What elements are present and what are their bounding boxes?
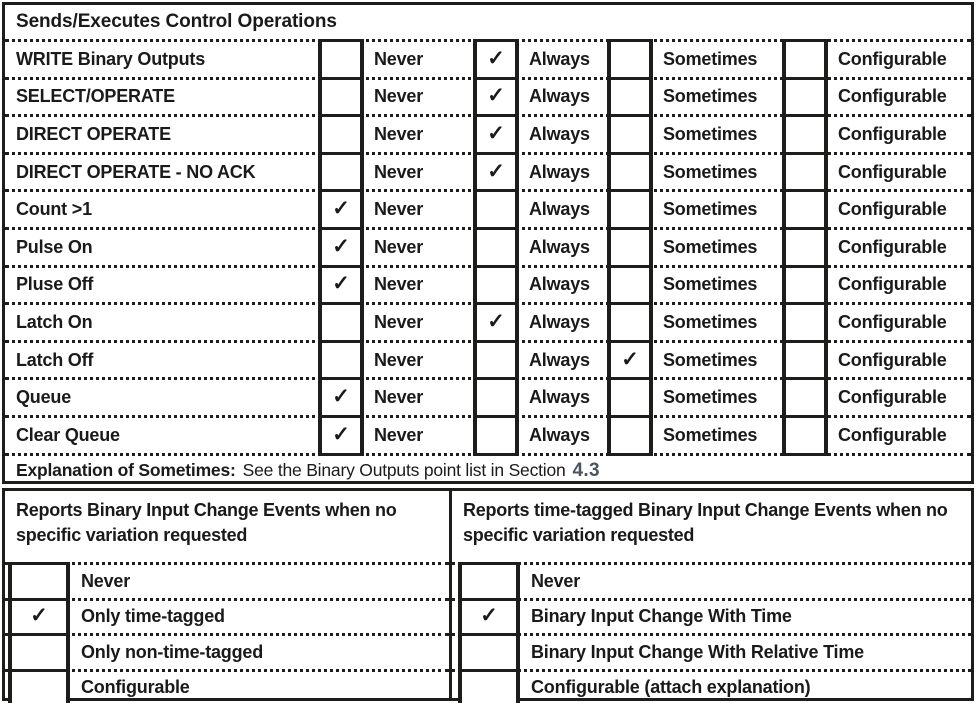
option-label-configurable: Configurable — [838, 274, 947, 295]
table-row — [5, 114, 971, 152]
check-icon: ✓ — [487, 84, 505, 108]
checkbox-configurable[interactable] — [782, 114, 828, 152]
row-label: Clear Queue — [16, 424, 120, 445]
option-label-always: Always — [529, 123, 590, 144]
binary-input-change-events-table — [2, 488, 974, 701]
checkbox-always[interactable] — [473, 39, 519, 77]
option-label-configurable: Configurable — [838, 161, 947, 182]
explanation-section-value: 4.3 — [572, 459, 600, 481]
checkbox-configurable[interactable] — [782, 189, 828, 227]
explanation-text: See the Binary Outputs point list in Section — [242, 460, 566, 481]
checkbox-left-3[interactable] — [8, 669, 70, 703]
check-icon: ✓ — [332, 197, 350, 221]
checkbox-sometimes[interactable] — [607, 152, 653, 190]
control-operations-rows — [5, 39, 971, 453]
option-label-always: Always — [529, 349, 590, 370]
option-label-always: Always — [529, 274, 590, 295]
row-label: DIRECT OPERATE — [16, 123, 171, 144]
list-item — [5, 669, 449, 703]
option-label-configurable: Configurable — [838, 349, 947, 370]
checkbox-configurable[interactable] — [782, 340, 828, 378]
checkbox-always[interactable] — [473, 189, 519, 227]
check-icon: ✓ — [332, 385, 350, 409]
check-icon: ✓ — [30, 604, 48, 628]
list-item — [452, 562, 971, 598]
checkbox-left-1[interactable] — [8, 598, 70, 634]
list-item — [5, 633, 449, 669]
option-label-configurable: Configurable — [838, 311, 947, 332]
option-label-sometimes: Sometimes — [663, 199, 758, 220]
table-row — [5, 39, 971, 77]
option-label: Never — [531, 570, 581, 591]
option-label: Never — [81, 570, 131, 591]
option-label-never: Never — [374, 311, 424, 332]
checkbox-always[interactable] — [473, 227, 519, 265]
row-label: DIRECT OPERATE - NO ACK — [16, 161, 256, 182]
binary-input-change-events-section — [5, 491, 449, 698]
option-label-sometimes: Sometimes — [663, 349, 758, 370]
option-label-always: Always — [529, 236, 590, 257]
checkbox-always[interactable] — [473, 340, 519, 378]
option-label-never: Never — [374, 236, 424, 257]
option-label-always: Always — [529, 161, 590, 182]
check-icon: ✓ — [332, 422, 350, 446]
control-operations-title: Sends/Executes Control Operations — [16, 11, 337, 32]
row-label: Queue — [16, 387, 72, 408]
row-label: SELECT/OPERATE — [16, 86, 175, 107]
checkbox-sometimes[interactable] — [607, 340, 653, 378]
option-label-sometimes: Sometimes — [663, 424, 758, 445]
checkbox-configurable[interactable] — [782, 265, 828, 303]
row-label: Pluse Off — [16, 274, 94, 295]
check-icon: ✓ — [487, 309, 505, 333]
control-operations-table — [2, 2, 974, 484]
checkbox-always[interactable] — [473, 77, 519, 115]
option-label-never: Never — [374, 123, 424, 144]
option-label-never: Never — [374, 349, 424, 370]
option-label-configurable: Configurable — [838, 123, 947, 144]
table-row — [5, 227, 971, 265]
checkbox-never[interactable] — [318, 377, 364, 415]
explanation-of-sometimes-row — [5, 453, 971, 486]
checkbox-never[interactable] — [318, 77, 364, 115]
checkbox-always[interactable] — [473, 114, 519, 152]
option-label-always: Always — [529, 48, 590, 69]
checkbox-right-1[interactable] — [458, 598, 520, 634]
check-icon: ✓ — [487, 46, 505, 70]
table-row — [5, 152, 971, 190]
table-row — [5, 415, 971, 453]
checkbox-never[interactable] — [318, 39, 364, 77]
option-label-sometimes: Sometimes — [663, 387, 758, 408]
option-label-always: Always — [529, 424, 590, 445]
checkbox-always[interactable] — [473, 415, 519, 456]
option-label-never: Never — [374, 387, 424, 408]
checkbox-sometimes[interactable] — [607, 377, 653, 415]
check-icon: ✓ — [487, 159, 505, 183]
option-label: Only non-time-tagged — [81, 641, 263, 662]
checkbox-right-2[interactable] — [458, 633, 520, 669]
checkbox-never[interactable] — [318, 227, 364, 265]
option-label-sometimes: Sometimes — [663, 123, 758, 144]
checkbox-sometimes[interactable] — [607, 415, 653, 456]
option-label-always: Always — [529, 199, 590, 220]
option-label-never: Never — [374, 424, 424, 445]
option-label-sometimes: Sometimes — [663, 236, 758, 257]
checkbox-configurable[interactable] — [782, 302, 828, 340]
option-label-sometimes: Sometimes — [663, 311, 758, 332]
checkbox-left-0[interactable] — [8, 562, 70, 598]
option-label-configurable: Configurable — [838, 387, 947, 408]
option-label-never: Never — [374, 199, 424, 220]
check-icon: ✓ — [332, 272, 350, 296]
time-tagged-binary-input-change-events-heading: Reports time-tagged Binary Input Change Events when no specific variation requested — [463, 500, 948, 546]
checkbox-sometimes[interactable] — [607, 302, 653, 340]
checkbox-sometimes[interactable] — [607, 77, 653, 115]
binary-input-change-events-options — [5, 562, 449, 703]
checkbox-always[interactable] — [473, 302, 519, 340]
option-label-sometimes: Sometimes — [663, 48, 758, 69]
option-label: Configurable (attach explanation) — [531, 677, 811, 698]
checkbox-never[interactable] — [318, 265, 364, 303]
option-label-configurable: Configurable — [838, 236, 947, 257]
option-label-never: Never — [374, 86, 424, 107]
option-label-configurable: Configurable — [838, 424, 947, 445]
checkbox-right-0[interactable] — [458, 562, 520, 598]
table-row — [5, 265, 971, 303]
option-label-never: Never — [374, 161, 424, 182]
checkbox-configurable[interactable] — [782, 39, 828, 77]
option-label-never: Never — [374, 274, 424, 295]
option-label: Binary Input Change With Time — [531, 606, 792, 627]
checkbox-configurable[interactable] — [782, 377, 828, 415]
checkbox-configurable[interactable] — [782, 77, 828, 115]
check-icon: ✓ — [332, 234, 350, 258]
option-label-configurable: Configurable — [838, 86, 947, 107]
list-item — [5, 598, 449, 634]
list-item — [452, 669, 971, 703]
checkbox-never[interactable] — [318, 152, 364, 190]
checkbox-always[interactable] — [473, 152, 519, 190]
checkbox-sometimes[interactable] — [607, 227, 653, 265]
checkbox-never[interactable] — [318, 189, 364, 227]
time-tagged-binary-input-change-events-section — [449, 491, 971, 698]
table-row — [5, 77, 971, 115]
checkbox-sometimes[interactable] — [607, 114, 653, 152]
option-label: Only time-tagged — [81, 606, 225, 627]
checkbox-never[interactable] — [318, 340, 364, 378]
checkbox-left-2[interactable] — [8, 633, 70, 669]
checkbox-sometimes[interactable] — [607, 265, 653, 303]
binary-input-change-events-heading: Reports Binary Input Change Events when no specific variation requested — [16, 500, 397, 546]
checkbox-configurable[interactable] — [782, 415, 828, 456]
table-row — [5, 189, 971, 227]
checkbox-always[interactable] — [473, 265, 519, 303]
option-label-always: Always — [529, 387, 590, 408]
list-item — [5, 562, 449, 598]
option-label-sometimes: Sometimes — [663, 274, 758, 295]
table-row — [5, 340, 971, 378]
option-label-always: Always — [529, 86, 590, 107]
option-label: Configurable — [81, 677, 190, 698]
checkbox-configurable[interactable] — [782, 227, 828, 265]
checkbox-sometimes[interactable] — [607, 189, 653, 227]
table-row — [5, 302, 971, 340]
option-label-configurable: Configurable — [838, 48, 947, 69]
row-label: Latch Off — [16, 349, 94, 370]
checkbox-never[interactable] — [318, 415, 364, 456]
checkbox-sometimes[interactable] — [607, 39, 653, 77]
row-label: Pulse On — [16, 236, 93, 257]
option-label-sometimes: Sometimes — [663, 86, 758, 107]
explanation-label: Explanation of Sometimes: — [16, 460, 236, 481]
option-label-always: Always — [529, 311, 590, 332]
time-tagged-binary-input-change-events-options — [452, 562, 971, 703]
check-icon: ✓ — [621, 347, 639, 371]
list-item — [452, 598, 971, 634]
checkbox-always[interactable] — [473, 377, 519, 415]
checkbox-configurable[interactable] — [782, 152, 828, 190]
row-label: Count >1 — [16, 199, 92, 220]
checkbox-never[interactable] — [318, 302, 364, 340]
table-row — [5, 377, 971, 415]
check-icon: ✓ — [480, 604, 498, 628]
option-label-never: Never — [374, 48, 424, 69]
row-label: Latch On — [16, 311, 93, 332]
check-icon: ✓ — [487, 121, 505, 145]
list-item — [452, 633, 971, 669]
checkbox-right-3[interactable] — [458, 669, 520, 703]
checkbox-never[interactable] — [318, 114, 364, 152]
row-label: WRITE Binary Outputs — [16, 48, 205, 69]
option-label-sometimes: Sometimes — [663, 161, 758, 182]
option-label: Binary Input Change With Relative Time — [531, 641, 864, 662]
option-label-configurable: Configurable — [838, 199, 947, 220]
